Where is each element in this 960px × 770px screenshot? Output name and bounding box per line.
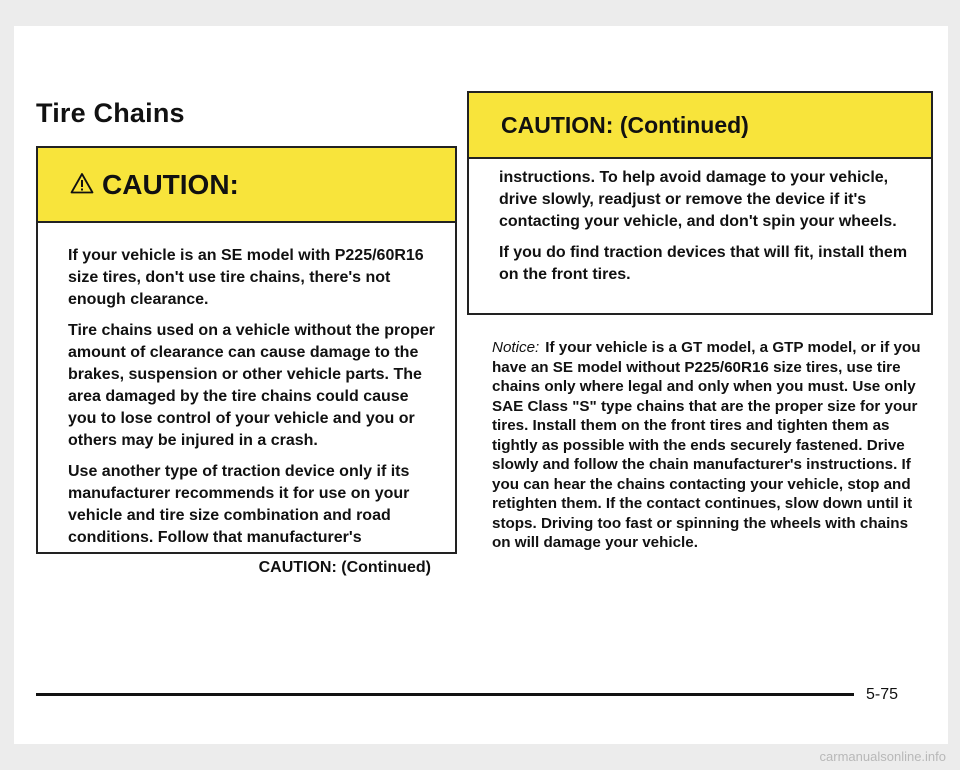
footer-divider: [36, 693, 854, 696]
caution-header-label: CAUTION:: [102, 168, 239, 200]
caution-paragraph: Tire chains used on a vehicle without the proper amount of clearance can cause damage to the brakes, suspension or other vehicle parts. The area damaged by the tire chains could cause you to lose control of your vehicle and you or others may be injured in a crash.: [68, 322, 435, 449]
caution-body: [38, 223, 455, 577]
page-title: Tire Chains: [36, 98, 185, 128]
caution-paragraph: If you do find traction devices that will fit, install them on the front tires.: [499, 244, 908, 283]
caution-continued-note: CAUTION: (Continued): [258, 559, 431, 576]
caution-continued-header: CAUTION: (Continued): [469, 93, 931, 159]
notice-paragraph: [492, 338, 922, 553]
caution-paragraph: If your vehicle is an SE model with P225/60R16 size tires, don't use tire chains, there's not enough clearance.: [68, 247, 424, 308]
watermark: carmanualsonline.info: [819, 749, 946, 764]
caution-continued-box: [467, 91, 933, 315]
caution-continued-body: [469, 159, 931, 286]
caution-box: [36, 146, 457, 576]
warning-triangle-icon: [70, 169, 94, 201]
notice-text: If your vehicle is a GT model, a GTP model, or if you have an SE model without P225/60R16 size tires, use tire chains only where legal and only when you must. Use only SAE Class "S" type chains that are the proper size for your tires. Install them on the front tires and tighten them as tightly as possible with the ends securely fastened. Drive slowly and follow the chain manufacturer's instructions. If you can hear the chains contacting your vehicle, stop and retighten them. If the contact continues, slow down until it stops. Driving too fast or spinning the wheels with chains on will damage your vehicle.: [492, 339, 921, 551]
caution-paragraph: Use another type of traction device only if its manufacturer recommends it for use on your vehicle and tire size combination and road conditions. Follow that manufacturer's: [68, 463, 410, 546]
notice-label: Notice:: [492, 339, 540, 356]
caution-paragraph: instructions. To help avoid damage to your vehicle, drive slowly, readjust or remove the device if it's contacting your vehicle, and don't spin your wheels.: [499, 169, 897, 230]
page-number: 5-75: [866, 686, 899, 703]
caution-header: [38, 148, 455, 223]
